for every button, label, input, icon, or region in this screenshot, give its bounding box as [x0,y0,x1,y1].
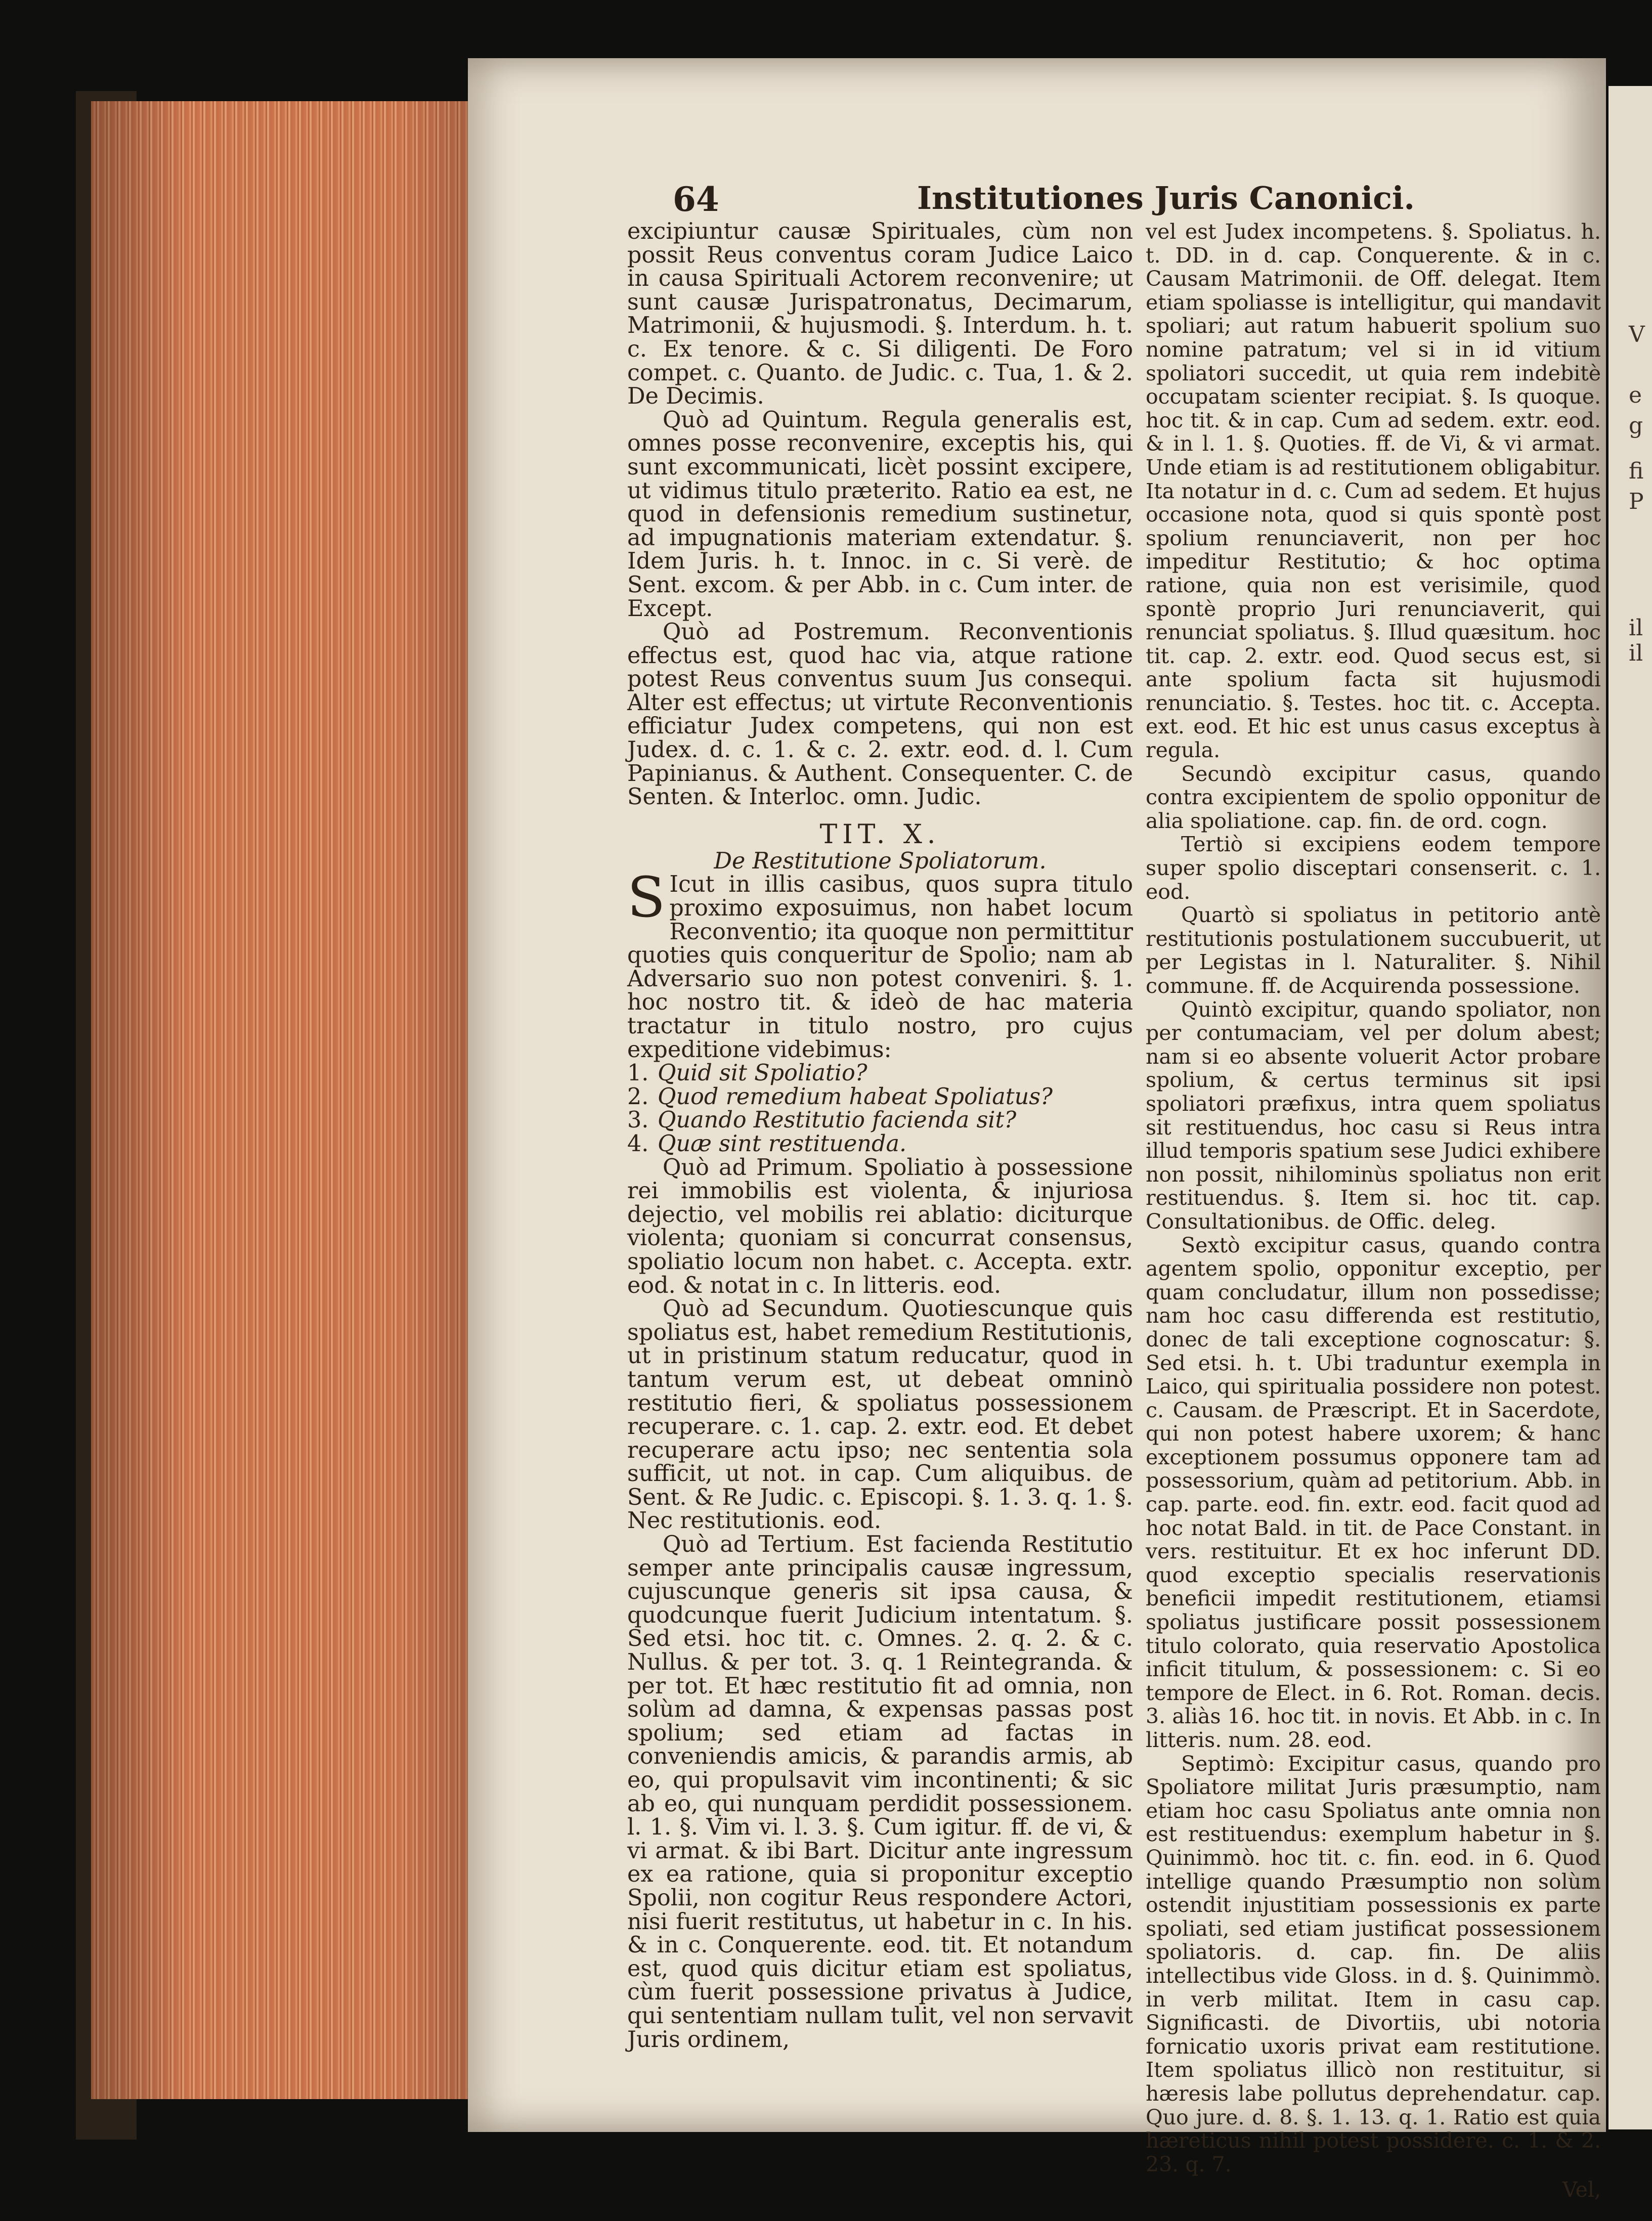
facing-page-edge [1608,86,1652,2129]
paragraph: Quò ad Tertium. Est facienda Restitutio semper ante principalis causæ ingressum, cujuscunque generis sit ipsa causa, & quodcunque fuerit Judicium intentatum. §. Sed etsi. hoc tit. c. Omnes. 2. q. 2. & c. Nullus. & per tot. 3. q. 1 Reintegranda. & per tot. Et hæc restitutio fit ad omnia, non solùm ad damna, & expensas passas post spolium; sed etiam ad factas in conveniendis amicis, & parandis armis, ab eo, qui propulsavit vim incontinenti; & sic ab eo, qui nunquam perdidit possessionem. l. 1. §. Vim vi. l. 3. §. Cum igitur. ff. de vi, & vi armat. & ibi Bart. Dicitur ante ingressum ex ea ratione, quia si proponitur exceptio Spolii, non cogitur Reus respondere Actori, nisi fuerit restitutus, ut habetur in c. In his. & in c. Conquerente. eod. tit. Et notandum est, quod quis dicitur etiam est spoliatus, cùm fuerit possessione privatus à Judice, qui sententiam nullam tulit, vel non servavit Juris ordinem, [627,1532,1133,2053]
facing-page-fragment: V [1629,322,1645,347]
list-number: 2. [627,1083,649,1110]
list-number: 4. [627,1130,649,1157]
paragraph: Secundò excipitur casus, quando contra excipientem de spolio opponitur de alia spoliatione. cap. fin. de ord. cogn. [1146,761,1601,833]
list-text: Quæ sint restituenda. [658,1130,907,1157]
question-list [627,1062,1133,1156]
running-title: Institutiones Juris Canonici. [917,180,1415,216]
paragraph: Septimò: Excipitur casus, quando pro Spoliatore militat Juris præsumptio, nam etiam hoc casu Spoliatus ante omnia non est restituendus: exemplum habetur in §. Quinimmò. hoc tit. c. fin. eod. in 6. Quod intellige quando Præsumptio non solùm ostendit injustitiam possessionis ex parte spoliati, sed etiam justificat possessionem spoliatoris. d. cap. fin. De aliis intellectibus vide Gloss. in d. §. Quinimmò. in verb militat. Item in casu cap. Significasti. de Divortiis, ubi notoria fornicatio uxoris privat eam restitutione. Item spoliatus illicò non restituitur, si hæresis labe pollutus deprehendatur. cap. Quo jure. d. 8. §. 1. 13. q. 1. Ratio est quia hæreticus nihil potest possidere. c. 1. & 2. 23. q. 7. [1146,1751,1601,2176]
facing-page-fragment: fi [1629,458,1644,484]
list-item [627,1130,1133,1157]
left-column [627,220,1133,2052]
list-item [627,1109,1133,1133]
title-subheading: De Restitutione Spoliatorum. [714,848,1047,874]
facing-page-fragment: e [1629,382,1642,408]
paragraph: Quò ad Primum. Spoliatio à possessione rei immobilis est violenta, & injuriosa dejectio, vel mobilis rei ablatio: diciturque violenta; quoniam si concurrat consensus, spoliatio locum non habet. c. Accepta. extr. eod. & notat in c. In litteris. eod. [627,1154,1133,1298]
title-heading: TIT. X. [819,819,941,850]
paragraph: Tertiò si excipiens eodem tempore super spolio disceptari consenserit. c. 1. eod. [1146,832,1601,904]
list-item [627,1062,1133,1085]
paragraph-text: Icut in illis casibus, quos supra titulo proximo exposuimus, non habet locum Reconventio; ita quoque non permittitur quoties quis conqueritur de Spolio; nam ab Adversario suo non potest conveniri. §. 1. hoc nostro tit. & ideò de hac materia tractatur in titulo nostro, pro cujus expeditione videbimus: [627,872,1133,1063]
facing-page-fragment: il [1629,640,1643,666]
list-number: 3. [627,1107,649,1134]
drop-cap: S [627,865,666,930]
paragraph: Quintò excipitur, quando spoliator, non per contumaciam, vel per dolum abest; nam si eo absente voluerit Actor probare spolium, & certus terminus sit ipsi spoliatori præfixus, intra quem spoliatus sit restituendus, hoc casu si Reus intra illud temporis spatium sese Judici exhibere non possit, nihilominùs spoliatus non erit restituendus. §. Item si. hoc tit. cap. Consultationibus. de Offic. deleg. [1146,997,1601,1234]
right-column [1146,220,1601,2202]
list-number: 1. [627,1060,649,1086]
catchword: Vel, [1562,2177,1601,2202]
paragraph: Quò ad Secundum. Quotiescunque quis spoliatus est, habet remedium Restitutionis, ut in pristinum statum reducatur, quod in tantum verum est, ut debeat omninò restitutio fieri, & spoliatus possessionem recuperare. c. 1. cap. 2. extr. eod. Et debet recuperare actu ipso; nec sententia sola sufficit, ut not. in cap. Cum aliquibus. de Sent. & Re Judic. c. Episcopi. §. 1. 3. q. 1. §. Nec restitutionis. eod. [627,1296,1133,1534]
list-text: Quid sit Spoliatio? [658,1060,867,1086]
paragraph: Quò ad Quintum. Regula generalis est, omnes posse reconvenire, exceptis his, qui sunt excommunicati, licèt possint excipere, ut vidimus titulo præterito. Ratio ea est, ne quod in defensionis remedium sustinetur, ad impugnationis materiam extendatur. §. Idem Juris. h. t. Innoc. in c. Si verè. de Sent. excom. & per Abb. in c. Cum inter. de Except. [627,407,1133,622]
paragraph: excipiuntur causæ Spirituales, cùm non possit Reus conventus coram Judice Laico in causa Spirituali Actorem reconvenire; ut sunt causæ Jurispatronatus, Decimarum, Matrimonii, & hujusmodi. §. Interdum. h. t. c. Ex tenore. & c. Si diligenti. De Foro compet. c. Quanto. de Judic. c. Tua, 1. & 2. De Decimis. [627,219,1133,410]
paragraph: vel est Judex incompetens. §. Spoliatus. h. t. DD. in d. cap. Conquerente. & in c. Causam Matrimonii. de Off. delegat. Item etiam spoliasse is intelligitur, qui mandavit spoliari; aut ratum habuerit spolium suo nomine patratum; vel si in id vitium spoliatori succedit, ut quia rem indebitè occupatam scienter recipiat. §. Is quoque. hoc tit. & in cap. Cum ad sedem. extr. eod. & in l. 1. §. Quoties. ff. de Vi, & vi armat. Unde etiam is ad restitutionem obligabitur. Ita notatur in d. c. Cum ad sedem. Et hujus occasione nota, quod si quis spontè post spolium renunciaverit, non per hoc impeditur Restitutio; & hoc optima ratione, quia non est verisimile, quod spontè proprio Juri renunciaverit, qui renunciat spoliatus. §. Illud quæsitum. hoc tit. cap. 2. extr. eod. Quod secus est, si ante spolium facta sit hujusmodi renunciatio. §. Testes. hoc tit. c. Accepta. ext. eod. Et hic est unus casus exceptus à regula. [1146,220,1601,763]
list-text: Quod remedium habeat Spoliatus? [658,1083,1053,1110]
facing-page-fragment: g [1629,413,1643,439]
paragraph: Quò ad Postremum. Reconventionis effectus est, quod hac via, atque ratione potest Reus conventus suum Jus consequi. Alter est effectus; ut virtute Reconventionis efficiatur Judex competens, qui non est Judex. d. c. 1. & c. 2. extr. eod. d. l. Cum Papinianus. & Authent. Consequenter. C. de Senten. & Interloc. omn. Judic. [627,619,1133,810]
paragraph: Sextò excipitur casus, quando contra agentem spolio, opponitur exceptio, per quam concludatur, illum non possedisse; nam hoc casu differenda est restitutio, donec de tali exceptione cognoscatur: §. Sed etsi. h. t. Ubi traduntur exempla in Laico, qui spiritualia possidere non potest. c. Causam. de Præscript. Et in Sacerdote, qui non potest habere uxorem; & hanc exceptionem possumus opponere tam ad possessorium, quàm ad petitorium. Abb. in cap. parte. eod. fin. extr. eod. facit quod ad hoc notat Bald. in tit. de Pace Constant. in vers. restituitur. Et ex hoc inferunt DD. quod exceptio specialis reservationis beneficii impedit restitutionem, etiamsi spoliatus justificare possit possessionem titulo colorato, quia reservatio Apostolica inficit titulum, & possessionem: c. Si eo tempore de Elect. in 6. Rot. Roman. decis. 3. aliàs 16. hoc tit. in novis. Et Abb. in c. In litteris. num. 28. eod. [1146,1233,1601,1752]
paragraph-with-dropcap [627,865,1133,1063]
paragraph: Quartò si spoliatus in petitorio antè restitutionis postulationem succubuerit, ut per Legistas in l. Naturaliter. §. Nihil commune. ff. de Acquirenda possessione. [1146,903,1601,998]
facing-page-fragment: il [1629,615,1643,641]
list-text: Quando Restitutio facienda sit? [658,1107,1017,1134]
page-number: 64 [673,180,719,219]
page-edges-red [91,101,475,2099]
page-header [673,180,1652,219]
facing-page-fragment: P [1629,489,1644,514]
list-item [627,1085,1133,1109]
